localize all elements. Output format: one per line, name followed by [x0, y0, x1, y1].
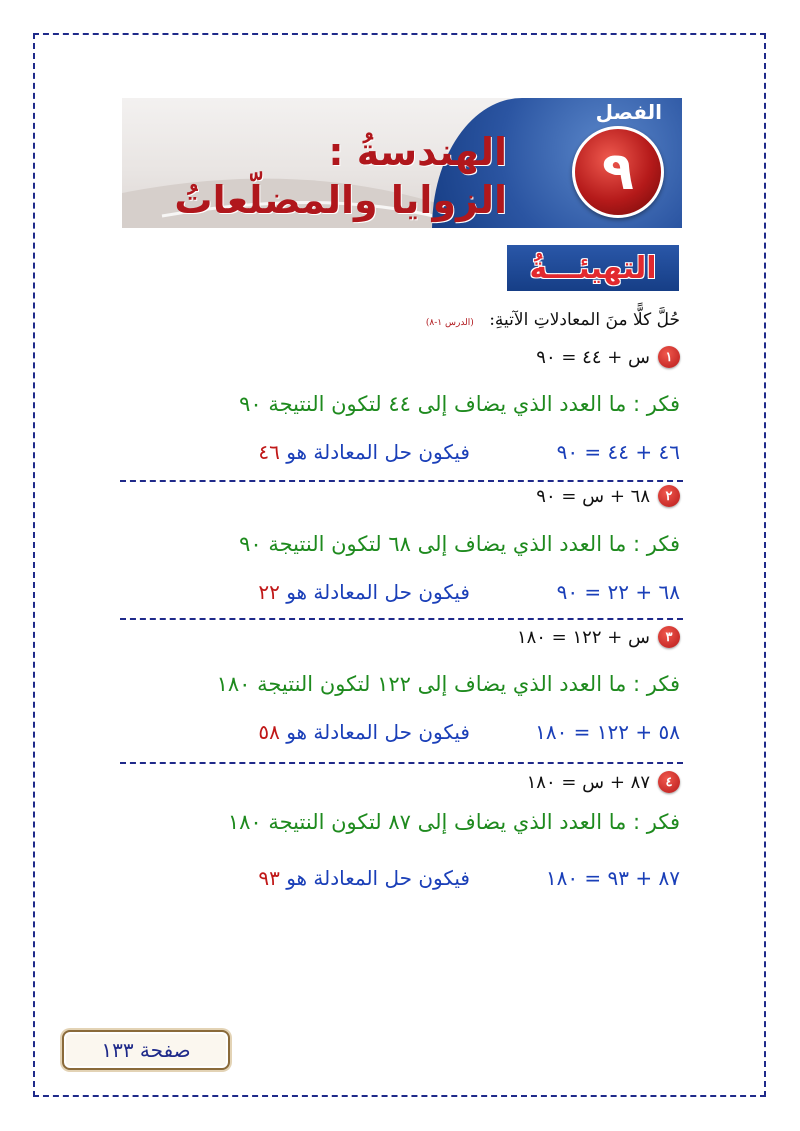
problem-4 [527, 771, 680, 793]
check-equation: ٦٨ + ٢٢ = ٩٠ [556, 580, 680, 604]
check-equation: ٨٧ + ٩٣ = ١٨٠ [545, 866, 680, 890]
page-number-box [62, 1030, 230, 1070]
chapter-number-badge [572, 126, 664, 218]
solution-answer: ٥٨ [258, 720, 280, 744]
chapter-title-line1: الهندسةُ : [328, 130, 507, 174]
lesson-ref: (الدرس ١-٨) [425, 318, 474, 328]
chapter-label: الفصل [595, 100, 662, 124]
solution-statement [258, 440, 470, 464]
problem-number-badge: ٤ [658, 771, 680, 793]
section-heading: التهيئـــةُ [529, 250, 657, 286]
solution-text: فيكون حل المعادلة هو [286, 440, 470, 464]
think-prompt-3: فكر : ما العدد الذي يضاف إلى ١٢٢ لتكون النتيجة ١٨٠ [216, 672, 680, 696]
problem-2 [536, 485, 680, 507]
solution-text: فيكون حل المعادلة هو [286, 866, 470, 890]
problem-equation: ٨٧ + س = ١٨٠ [526, 771, 650, 793]
solution-statement [258, 866, 470, 890]
think-prompt-4: فكر : ما العدد الذي يضاف إلى ٨٧ لتكون النتيجة ١٨٠ [227, 810, 680, 834]
problem-1 [536, 346, 680, 368]
chapter-number: ٩ [602, 142, 634, 202]
section-heading-box [507, 245, 679, 291]
solution-text: فيكون حل المعادلة هو [286, 720, 470, 744]
instruction-text: حُلَّ كلًّا منَ المعادلاتِ الآتيةِ: [489, 310, 680, 330]
solution-text: فيكون حل المعادلة هو [286, 580, 470, 604]
problem-equation: ٦٨ + س = ٩٠ [536, 485, 650, 507]
divider [120, 480, 683, 482]
solution-statement [258, 580, 470, 604]
solution-statement [258, 720, 470, 744]
check-equation: ٤٦ + ٤٤ = ٩٠ [556, 440, 680, 464]
think-prompt-2: فكر : ما العدد الذي يضاف إلى ٦٨ لتكون النتيجة ٩٠ [239, 532, 680, 556]
think-prompt-1: فكر : ما العدد الذي يضاف إلى ٤٤ لتكون النتيجة ٩٠ [239, 392, 680, 416]
solution-answer: ٢٢ [258, 580, 280, 604]
solution-answer: ٩٣ [258, 866, 280, 890]
problem-equation: س + ٤٤ = ٩٠ [536, 346, 650, 368]
instruction [426, 310, 680, 330]
problem-equation: س + ١٢٢ = ١٨٠ [516, 626, 650, 648]
chapter-title-line2: الزوايا والمضلّعاتُ [174, 178, 507, 222]
page-number: صفحة ١٣٣ [101, 1038, 191, 1062]
problem-3 [517, 626, 680, 648]
divider [120, 618, 683, 620]
check-equation: ٥٨ + ١٢٢ = ١٨٠ [535, 720, 680, 744]
divider [120, 762, 683, 764]
chapter-banner [122, 98, 682, 228]
solution-answer: ٤٦ [258, 440, 280, 464]
problem-number-badge: ١ [658, 346, 680, 368]
problem-number-badge: ٢ [658, 485, 680, 507]
problem-number-badge: ٣ [658, 626, 680, 648]
